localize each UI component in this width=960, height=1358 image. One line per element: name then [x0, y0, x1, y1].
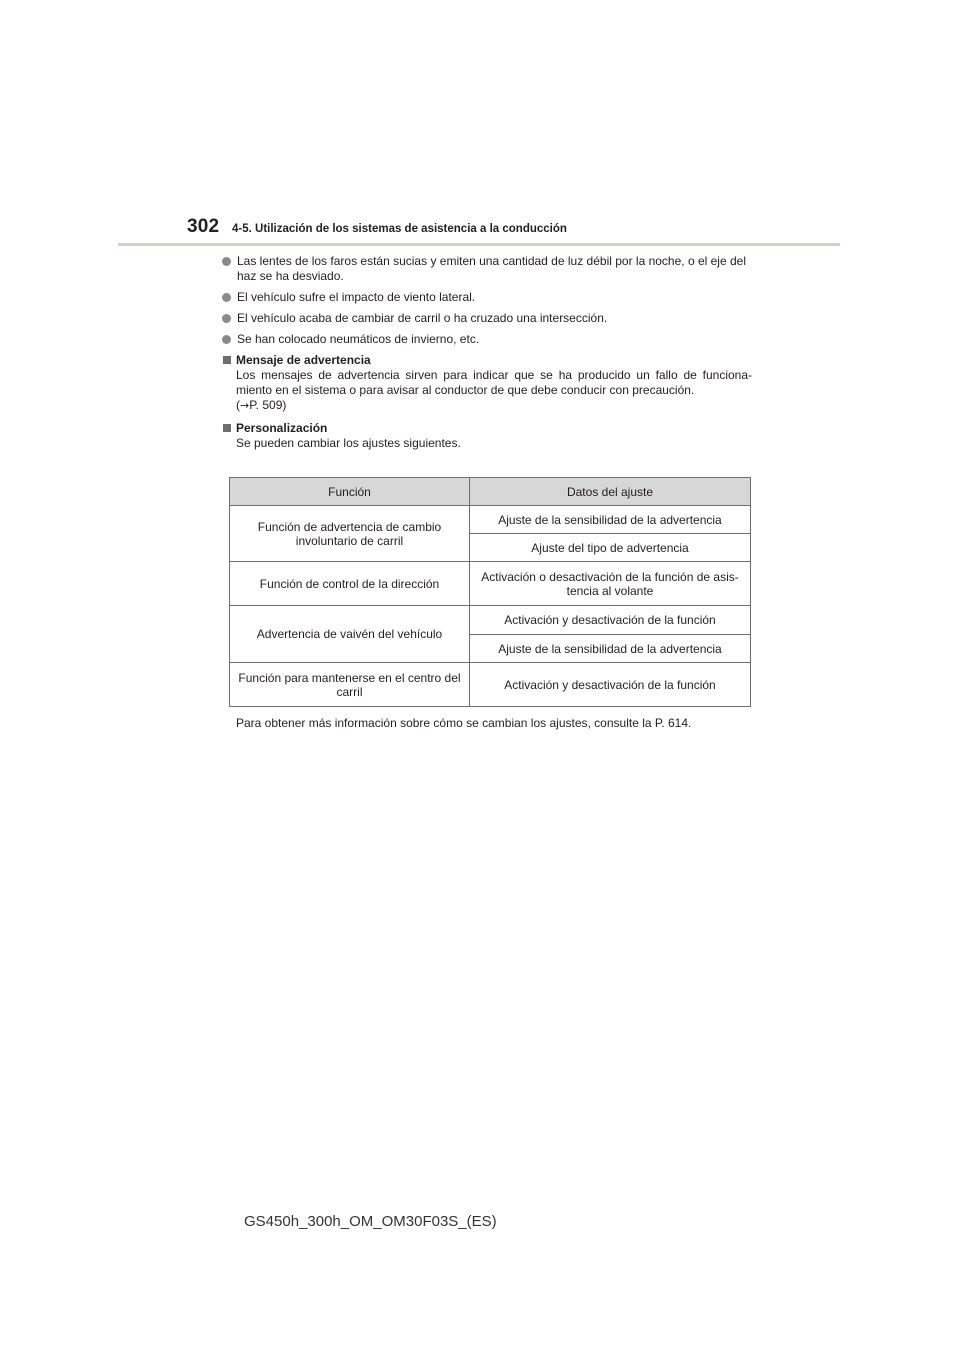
settings-cell: Activación y desactivación de la función	[470, 606, 751, 635]
custom-heading	[222, 421, 752, 436]
reference-text: P. 509)	[249, 398, 287, 412]
warning-body: Los mensajes de advertencia sirven para indicar que se ha producido un fallo de funciona-miento en el sistema o para avisar al conductor de que debe conducir con precaución.	[236, 368, 752, 397]
page-reference[interactable]	[236, 398, 286, 412]
function-cell: Función de control de la dirección	[230, 562, 470, 606]
settings-cell: Activación o desactivación de la función de asis-tencia al volante	[470, 562, 751, 606]
warning-heading	[222, 353, 752, 368]
bullet-dot-icon	[222, 257, 231, 266]
column-header-settings: Datos del ajuste	[470, 478, 751, 506]
bullet-item	[222, 254, 752, 284]
bullet-text: El vehículo sufre el impacto de viento lateral.	[237, 290, 476, 304]
bullet-text: Las lentes de los faros están sucias y emiten una cantidad de luz débil por la noche, o el eje del haz se ha desviado.	[237, 254, 746, 283]
reference-open-paren: (	[236, 398, 240, 412]
bullet-dot-icon	[222, 314, 231, 323]
table-row	[230, 562, 751, 606]
bullet-item	[222, 332, 752, 347]
custom-paragraph: Se pueden cambiar los ajustes siguientes.	[236, 436, 461, 450]
document-code: GS450h_300h_OM_OM30F03S_(ES)	[244, 1213, 497, 1230]
function-cell: Función para mantenerse en el centro del carril	[230, 663, 470, 707]
function-cell: Función de advertencia de cambio involuntario de carril	[230, 506, 470, 562]
bullet-text: Se han colocado neumáticos de invierno, etc.	[237, 332, 480, 346]
table-row	[230, 606, 751, 635]
settings-cell: Activación y desactivación de la función	[470, 663, 751, 707]
footer-note: Para obtener más información sobre cómo se cambian los ajustes, consulte la P. 614.	[236, 716, 692, 730]
page-number: 302	[187, 216, 220, 237]
settings-table	[229, 477, 751, 707]
bullet-dot-icon	[222, 293, 231, 302]
table-row	[230, 506, 751, 534]
function-cell: Advertencia de vaivén del vehículo	[230, 606, 470, 663]
section-title: 4-5. Utilización de los sistemas de asistencia a la conducción	[232, 223, 567, 235]
bullet-item	[222, 290, 752, 305]
warning-heading-text: Mensaje de advertencia	[236, 353, 371, 367]
settings-cell: Ajuste de la sensibilidad de la advertencia	[470, 635, 751, 663]
header-divider	[118, 243, 840, 246]
bullet-item	[222, 311, 752, 326]
custom-heading-text: Personalización	[236, 421, 328, 435]
square-bullet-icon	[223, 356, 231, 364]
settings-cell: Ajuste de la sensibilidad de la advertencia	[470, 506, 751, 534]
content-area	[222, 254, 752, 459]
warning-paragraph	[222, 368, 752, 413]
column-header-function: Función	[230, 478, 470, 506]
settings-cell: Ajuste del tipo de advertencia	[470, 534, 751, 562]
arrow-right-icon: →	[240, 399, 250, 412]
square-bullet-icon	[223, 424, 231, 432]
table-row	[230, 663, 751, 707]
table-header-row	[230, 478, 751, 506]
bullet-dot-icon	[222, 335, 231, 344]
bullet-text: El vehículo acaba de cambiar de carril o ha cruzado una intersección.	[237, 311, 608, 325]
